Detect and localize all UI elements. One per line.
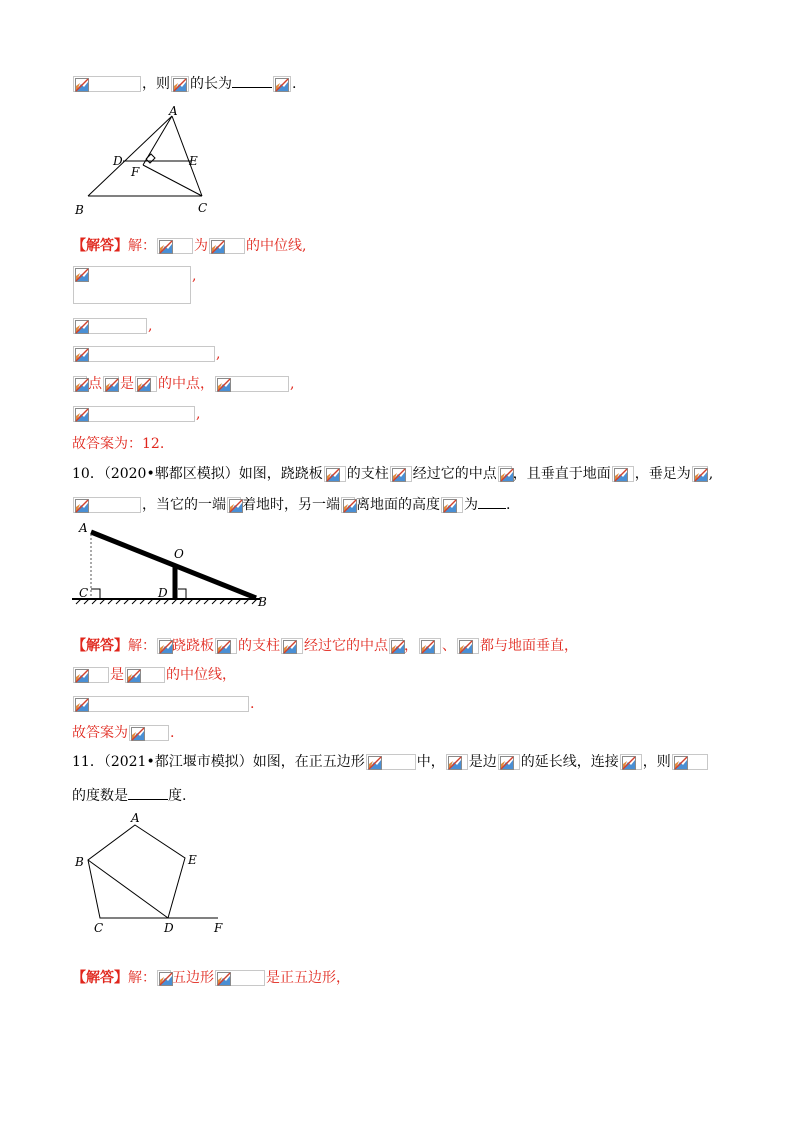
formula-image-placeholder: [692, 466, 708, 482]
answer-line: [72, 968, 350, 988]
label-E: E: [188, 853, 197, 867]
broken-image-icon: [137, 378, 151, 392]
text-segment: 经过它的中点: [304, 638, 388, 654]
text-segment: 、: [442, 638, 456, 654]
label-C: C: [94, 921, 104, 935]
question-11-line-2: [72, 786, 186, 806]
formula-image-placeholder: [612, 466, 634, 482]
label-C: C: [198, 201, 208, 215]
formula-image-placeholder: [419, 638, 441, 654]
broken-image-icon: [75, 268, 89, 282]
broken-image-icon: [217, 640, 231, 654]
label-C: C: [79, 586, 89, 600]
formula-image-placeholder: [135, 376, 157, 392]
text-segment: .: [170, 725, 175, 741]
formula-image-placeholder: [389, 638, 403, 654]
question-line-top: [72, 74, 296, 94]
broken-image-icon: [368, 756, 382, 770]
answer-blank: [478, 496, 506, 509]
text-segment: 解：: [128, 638, 156, 654]
text-segment: ,: [216, 346, 221, 362]
label-E: E: [189, 154, 198, 168]
pentagon-figure: [70, 810, 240, 940]
text-segment: 为: [464, 497, 478, 513]
text-segment: .: [250, 696, 255, 712]
label-A: A: [79, 521, 88, 535]
question-number: 11．（2021•都江堰市模拟）如图，在正五边形: [72, 754, 365, 770]
answer-heading: 【解答】: [72, 638, 128, 654]
broken-image-icon: [343, 499, 357, 513]
label-D: D: [113, 154, 123, 168]
formula-image-placeholder: [324, 466, 346, 482]
formula-image-placeholder: [620, 754, 642, 770]
formula-image-placeholder: [215, 376, 289, 392]
formula-image-placeholder: [73, 266, 191, 304]
formula-image-placeholder: [227, 497, 241, 513]
broken-image-icon: [459, 640, 473, 654]
broken-image-icon: [173, 78, 187, 92]
formula-image-placeholder: [103, 376, 119, 392]
answer-line: [72, 636, 578, 656]
formula-image-placeholder: [498, 754, 520, 770]
label-B: B: [75, 203, 84, 216]
text-segment: 解：: [128, 238, 156, 254]
formula-image-placeholder: [73, 696, 249, 712]
answer-line: [72, 344, 220, 364]
broken-image-icon: [283, 640, 297, 654]
broken-image-icon: [674, 756, 688, 770]
text-segment: 经过它的中点: [412, 466, 497, 482]
text-segment: 的中位线，: [166, 667, 236, 683]
question-number: 10．（2020•郫都区模拟）如图，跷跷板: [72, 466, 323, 482]
label-F: F: [214, 921, 223, 935]
text-segment: ,: [196, 406, 201, 422]
formula-image-placeholder: [125, 667, 165, 683]
broken-image-icon: [127, 669, 141, 683]
broken-image-icon: [694, 468, 708, 482]
formula-image-placeholder: [73, 318, 147, 334]
text-segment: 的中位线,: [246, 238, 307, 254]
answer-heading: 【解答】: [72, 238, 128, 254]
text-segment: 是边: [468, 754, 497, 770]
label-B: B: [75, 855, 84, 869]
text-segment: ，则: [142, 76, 170, 92]
formula-image-placeholder: [157, 638, 171, 654]
formula-image-placeholder: [215, 638, 237, 654]
broken-image-icon: [75, 320, 89, 334]
label-D: D: [158, 586, 168, 600]
text-segment: ，且垂直于地面: [512, 466, 611, 482]
text-segment: ,: [708, 466, 714, 482]
text-segment: 为: [194, 238, 208, 254]
question-11-line-1: [72, 752, 709, 772]
text-segment: 的支柱: [238, 638, 280, 654]
broken-image-icon: [75, 348, 89, 362]
broken-image-icon: [229, 499, 243, 513]
broken-image-icon: [105, 378, 119, 392]
text-segment: 的支柱: [346, 466, 389, 482]
broken-image-icon: [75, 408, 89, 422]
answer-heading: 【解答】: [72, 970, 128, 986]
final-answer: 故答案为：12.: [72, 436, 165, 452]
broken-image-icon: [75, 669, 89, 683]
label-A: A: [131, 811, 140, 825]
formula-image-placeholder: [73, 497, 141, 513]
text-segment: ，则: [642, 754, 671, 770]
answer-blank: [232, 75, 272, 88]
broken-image-icon: [159, 972, 173, 986]
final-answer: [72, 723, 174, 743]
question-10-line-1: [72, 464, 713, 484]
text-segment: 是: [110, 667, 124, 683]
broken-image-icon: [443, 499, 457, 513]
formula-image-placeholder: [171, 76, 189, 92]
text-segment: 是正五边形，: [266, 970, 350, 986]
formula-image-placeholder: [457, 638, 479, 654]
text-segment: 都与地面垂直: [480, 638, 564, 654]
answer-line: [72, 404, 200, 424]
broken-image-icon: [421, 640, 435, 654]
label-F: F: [131, 165, 140, 179]
text-segment: ,: [290, 376, 295, 392]
text-segment: 是: [120, 376, 134, 392]
text-segment: 的延长线，连接: [520, 754, 619, 770]
answer-line: [72, 236, 306, 256]
formula-image-placeholder: [157, 970, 171, 986]
formula-image-placeholder: [73, 346, 215, 362]
broken-image-icon: [622, 756, 636, 770]
broken-image-icon: [500, 756, 514, 770]
label-D: D: [164, 921, 174, 935]
formula-image-placeholder: [366, 754, 416, 770]
broken-image-icon: [75, 499, 89, 513]
formula-image-placeholder: [73, 406, 195, 422]
triangle-figure: [70, 104, 220, 216]
seesaw-figure: [70, 518, 280, 610]
text-segment: 点: [88, 376, 102, 392]
text-segment: .: [292, 76, 297, 92]
broken-image-icon: [500, 468, 514, 482]
answer-line: [72, 316, 152, 336]
text-segment: 的中点，: [158, 376, 214, 392]
text-segment: 着地时，另一端: [242, 497, 340, 513]
label-O: O: [174, 547, 184, 561]
formula-image-placeholder: [129, 725, 169, 741]
text-segment: 度.: [168, 788, 187, 804]
broken-image-icon: [75, 78, 89, 92]
formula-image-placeholder: [215, 970, 265, 986]
formula-image-placeholder: [672, 754, 708, 770]
formula-image-placeholder: [441, 497, 463, 513]
label-B: B: [258, 595, 267, 609]
broken-image-icon: [75, 378, 89, 392]
text-segment: ，: [564, 638, 578, 654]
question-10-line-2: [72, 495, 510, 515]
formula-image-placeholder: [157, 238, 193, 254]
formula-image-placeholder: [498, 466, 512, 482]
text-segment: 五边形: [172, 970, 214, 986]
broken-image-icon: [159, 240, 173, 254]
text-segment: ,: [192, 268, 197, 284]
text-segment: 故答案为: [72, 725, 128, 741]
text-segment: ，: [404, 638, 418, 654]
text-segment: 解：: [128, 970, 156, 986]
text-segment: 离地面的高度: [356, 497, 440, 513]
formula-image-placeholder: [73, 376, 87, 392]
answer-line: [72, 266, 196, 304]
text-segment: ，垂足为: [634, 466, 691, 482]
answer-blank: [128, 787, 168, 800]
formula-image-placeholder: [341, 497, 355, 513]
broken-image-icon: [391, 640, 405, 654]
broken-image-icon: [275, 78, 289, 92]
broken-image-icon: [131, 727, 145, 741]
text-segment: .: [506, 497, 511, 513]
formula-image-placeholder: [73, 667, 109, 683]
label-A: A: [169, 104, 178, 118]
broken-image-icon: [211, 240, 225, 254]
text-segment: ，当它的一端: [142, 497, 226, 513]
broken-image-icon: [614, 468, 628, 482]
text-segment: 的度数是: [72, 788, 128, 804]
formula-image-placeholder: [281, 638, 303, 654]
broken-image-icon: [159, 640, 173, 654]
broken-image-icon: [75, 698, 89, 712]
broken-image-icon: [217, 378, 231, 392]
broken-image-icon: [448, 756, 462, 770]
text-segment: 跷跷板: [172, 638, 214, 654]
formula-image-placeholder: [273, 76, 291, 92]
formula-image-placeholder: [446, 754, 468, 770]
text-segment: ,: [148, 318, 153, 334]
broken-image-icon: [392, 468, 406, 482]
formula-image-placeholder: [209, 238, 245, 254]
answer-line: [72, 694, 254, 714]
formula-image-placeholder: [390, 466, 412, 482]
answer-line: [72, 665, 236, 685]
text-segment: 中，: [416, 754, 445, 770]
broken-image-icon: [217, 972, 231, 986]
answer-line: [72, 374, 294, 394]
formula-image-placeholder: [73, 76, 141, 92]
broken-image-icon: [326, 468, 340, 482]
text-segment: 的长为: [190, 76, 232, 92]
